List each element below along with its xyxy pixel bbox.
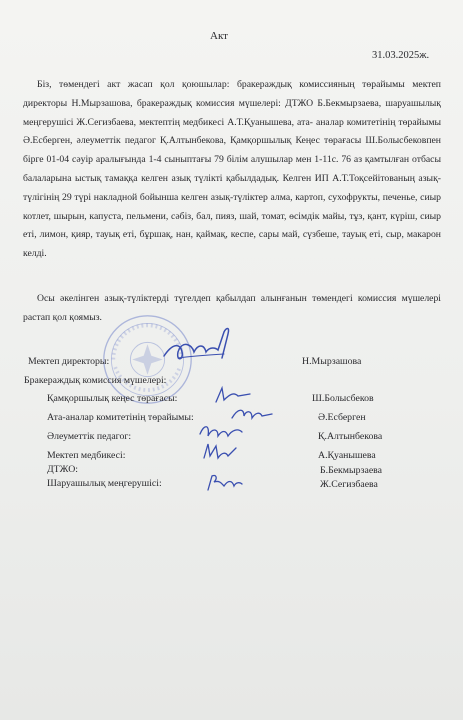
member-name: А.Қуанышева	[318, 450, 376, 461]
commission-heading: Бракераждық комиссия мүшелері:	[24, 375, 167, 386]
member-label: Ата-аналар комитетінің төрайымы:	[47, 412, 194, 423]
member-label: Шаруашылық меңгерушісі:	[47, 478, 162, 489]
member-name: Ә.Есберген	[318, 412, 366, 423]
member-name: Ж.Сегизбаева	[320, 479, 378, 490]
member-label: Әлеуметтік педагог:	[47, 431, 132, 442]
document-title: Акт	[210, 30, 228, 42]
member-name: Ш.Болысбеков	[312, 393, 374, 404]
director-name: Н.Мырзашова	[302, 356, 362, 367]
member-label: Мектеп медбикесі:	[47, 450, 126, 461]
member-signature	[202, 470, 248, 494]
director-label: Мектеп директоры:	[28, 356, 110, 367]
act-body-paragraph: Біз, төмендегі акт жасап қол қоюшылар: бракераждық комиссияның төрайымы мектеп директоры Н.Мырзашова, бракераждық комиссия мүшелері: ДТЖО Б.Бекмырзаева, шаруашылық меңгерушісі Ж.Сегизбаева, мектептің медбикесі А.Т.Қуанышева, ата- аналар комитетінің төрайымы Ә.Есберген, әлеуметтік педагог Қ.Алтынбекова, Қамқоршылық Кеңес төрағасы Ш.Болысбековпен бірге 01-04 сәуір аралығында 1-4 сыныптағы 79 білім алушылар мен 1-11с. 76 аз қамтылған отбасы балаларына ыстық тамаққа келген азық түлікті қабылдадық. Келген ИП А.Т.Тоқсейітованың азық-түлігінің 29 түрі накладной бойынша келген азық-түліктер алма, картоп, сухофрукты, печенье, сиыр котлет, шырын, капуста, пельмени, сәбіз, бал, пияз, шай, томат, өсімдік майы, тұз, қант, күріш, сиыр еті, лимон, қияр, тауық еті, бұршақ, нан, қаймақ, кеспе, сары май, сүзбеше, тауық еті, сыр, макарон келді.	[23, 79, 441, 260]
document-date: 31.03.2025ж.	[372, 50, 430, 61]
member-label: Қамқоршылық кеңес төрағасы:	[47, 393, 178, 404]
member-name: Б.Бекмырзаева	[320, 465, 383, 476]
confirmation-paragraph: Осы әкелінген азық-түліктерді түгелдеп қабылдап алынғанын төмендегі комиссия мүшелері растап қол қоямыз.	[23, 293, 441, 323]
member-signature	[200, 440, 242, 464]
director-signature	[158, 322, 238, 372]
member-label: ДТЖО:	[47, 464, 78, 475]
member-name: Қ.Алтынбекова	[318, 431, 383, 442]
